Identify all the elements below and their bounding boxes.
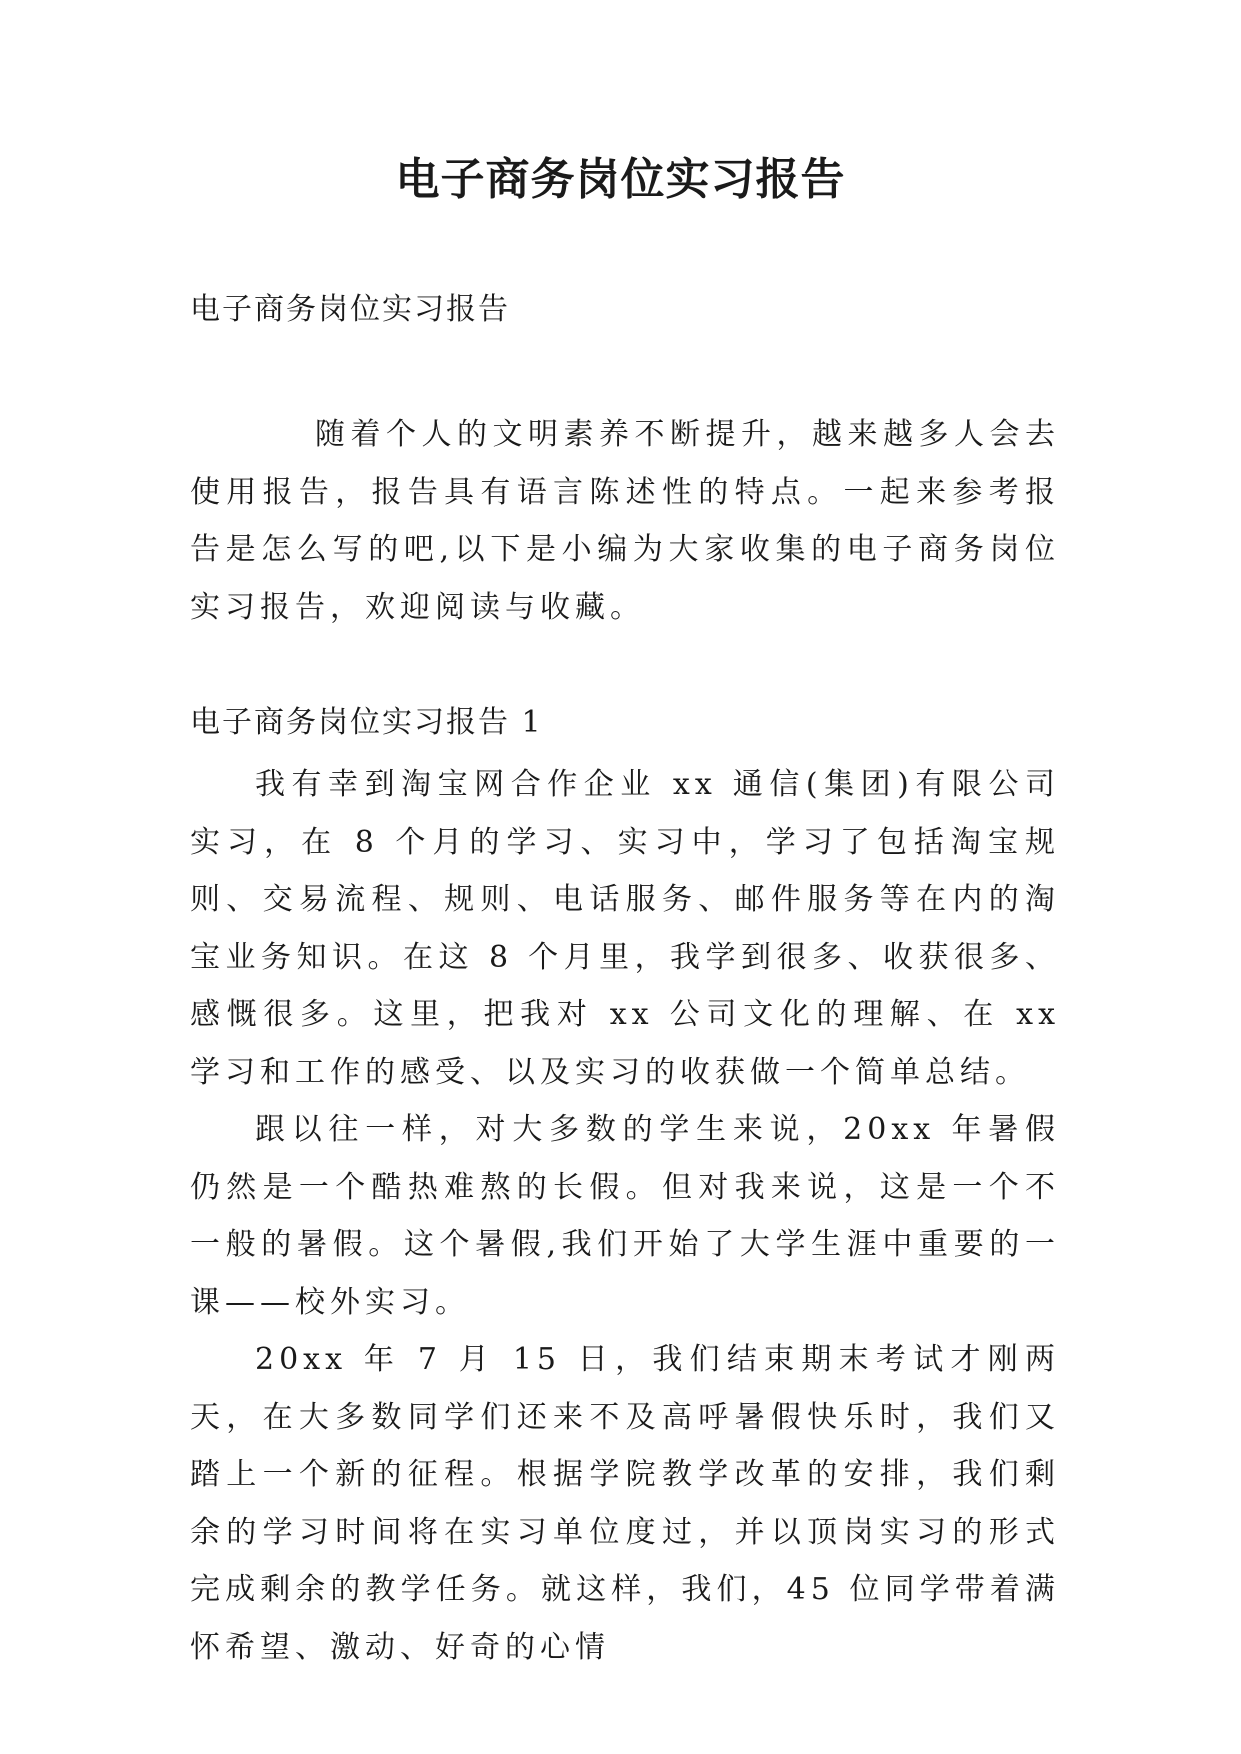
section-heading: 电子商务岗位实习报告 1 [190, 705, 543, 740]
document-subtitle: 电子商务岗位实习报告 [190, 292, 510, 327]
intro-paragraph: 随着个人的文明素养不断提升，越来越多人会去使用报告，报告具有语言陈述性的特点。一起来参考报告是怎么写的吧,以下是小编为大家收集的电子商务岗位实习报告，欢迎阅读与收藏。 [190, 417, 1060, 625]
body-paragraph: 20xx 年 7 月 15 日，我们结束期末考试才刚两天，在大多数同学们还来不及高呼暑假快乐时，我们又踏上一个新的征程。根据学院教学改革的安排，我们剩余的学习时间将在实习单位度过，并以顶岗实习的形式完成剩余的教学任务。就这样，我们，45 位同学带着满怀希望、激动、好奇的心情 [190, 1342, 1060, 1665]
body-paragraph: 跟以往一样，对大多数的学生来说，20xx 年暑假仍然是一个酷热难熬的长假。但对我来说，这是一个不一般的暑假。这个暑假,我们开始了大学生涯中重要的一课——校外实习。 [190, 1112, 1060, 1320]
section-body [190, 756, 1060, 1676]
document-title: 电子商务岗位实习报告 [395, 154, 846, 205]
body-paragraph: 我有幸到淘宝网合作企业 xx 通信(集团)有限公司实习，在 8 个月的学习、实习中，学习了包括淘宝规则、交易流程、规则、电话服务、邮件服务等在内的淘宝业务知识。在这 8 个月里，我学到很多、收获很多、感慨很多。这里，把我对 xx 公司文化的理解、在 xx 学习和工作的感受、以及实习的收获做一个简单总结。 [190, 767, 1060, 1090]
